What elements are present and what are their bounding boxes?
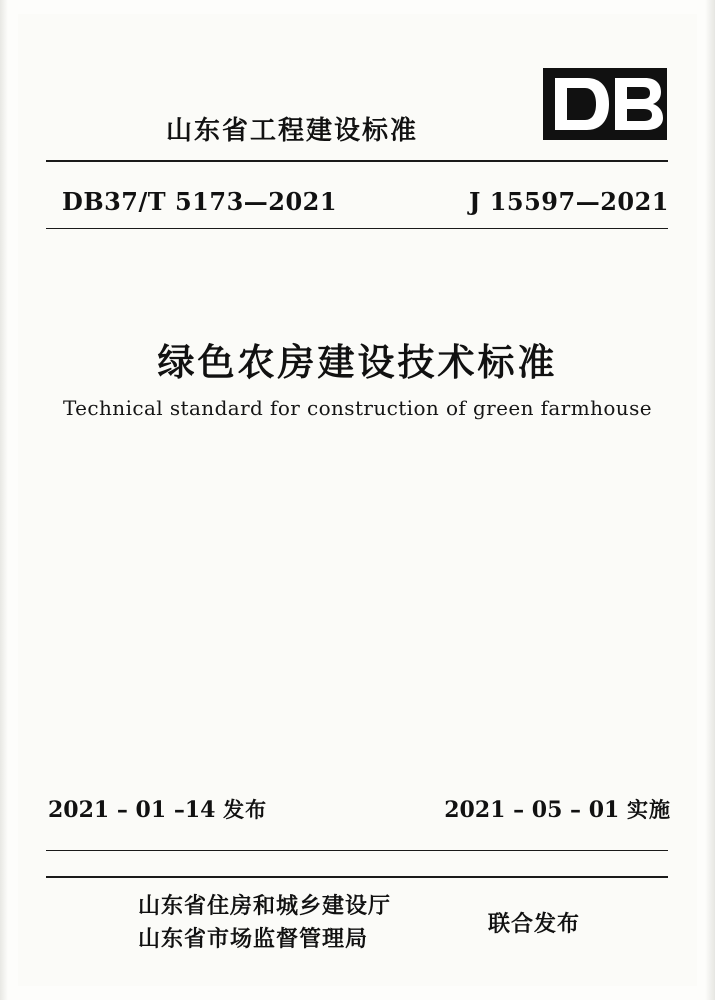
joint-issue-label: 联合发布 (488, 912, 581, 937)
series-title: 山东省工程建设标准 (166, 116, 419, 146)
issue-date (48, 794, 267, 824)
record-number: J 15597—2021 (468, 187, 669, 216)
publisher-line-1: 山东省住房和城乡建设厅 (138, 894, 392, 919)
divider-lower (46, 850, 668, 851)
issue-date-value: 2021 – 01 –14 (48, 797, 216, 823)
standard-number: DB37/T 5173—2021 (62, 187, 338, 216)
issue-date-label: 发布 (223, 798, 268, 822)
effective-date-label: 实施 (627, 798, 671, 822)
divider-top (46, 160, 668, 162)
effective-date-value: 2021 – 05 – 01 (444, 797, 620, 823)
db-logo-icon (541, 66, 669, 142)
divider-under-numbers (46, 228, 668, 229)
publisher-block (138, 890, 391, 956)
page-subtitle-english: Technical standard for construction of green farmhouse (63, 396, 652, 420)
effective-date (444, 794, 671, 824)
publisher-line-2: 山东省市场监督管理局 (138, 927, 369, 952)
divider-bottom (46, 876, 668, 878)
page-title: 绿色农房建设技术标准 (157, 341, 558, 384)
cover-sheet (18, 14, 697, 986)
